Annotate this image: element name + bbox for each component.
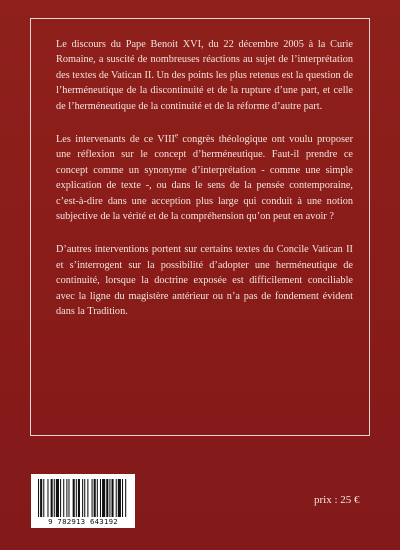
barcode-bar: [76, 479, 77, 517]
paragraph-1: Le discours du Pape Benoit XVI, du 22 décembre 2005 à la Curie Romaine, a suscité de nombreuses réactions au sujet de l’interprétation des textes de Vatican II. Un des points les plus retenus est la question de l’herméneutique de la discontinuité et de la rupture d’une part, et celle de l’herméneutique de la continuité et de la réforme d’autre part.: [56, 39, 353, 112]
barcode-bar: [54, 479, 55, 517]
barcode-bar: [118, 479, 121, 517]
barcode-bar: [122, 479, 123, 517]
paragraph-3: D’autres interventions portent sur certains textes du Concile Vatican II et s’interrogent sur la possibilité d’adopter une herméneutique de continuité, lorsque la doctrine exposée est difficilement conciliable avec la ligne du magistère antérieur ou n’a pas de fondement évident dans la Tradition.: [56, 244, 353, 318]
barcode-bar: [66, 479, 67, 517]
barcode-bar: [40, 479, 42, 517]
barcode-bar: [84, 479, 85, 517]
barcode-bar: [116, 479, 117, 517]
barcode-bar: [68, 479, 69, 517]
barcode-bar: [51, 479, 53, 517]
barcode-bar: [97, 479, 98, 517]
isbn-barcode: [31, 474, 135, 528]
barcode-bar: [87, 479, 88, 517]
text-frame: [30, 18, 370, 436]
barcode-bar: [94, 479, 96, 517]
barcode-bar: [109, 479, 110, 517]
barcode-bar: [43, 479, 44, 517]
barcode-bar: [38, 479, 39, 517]
barcode-bar: [63, 479, 64, 517]
barcode-bar: [112, 479, 114, 517]
barcode-bar: [92, 479, 93, 517]
barcode-bar: [47, 479, 48, 517]
price-label: prix : 25 €: [314, 494, 360, 506]
paragraph-2-start: Les intervenants de ce VIII: [56, 134, 175, 146]
paragraph-2-rest: congrès théologique ont voulu proposer une réflexion sur le concept d’herméneutique. Faut-il prendre ce concept comme un synonyme d’interprétation - comme une simple explication de texte -, ou dans le sens de la pensée contemporaine, c’est-à-dire dans une acception plus large qui conduit à une notion subjective de la vérité et de la compréhension qu’on peut en avoir ?: [56, 134, 353, 223]
barcode-bar: [102, 479, 105, 517]
barcode-bar: [125, 479, 126, 517]
barcode-bar: [106, 479, 108, 517]
barcode-bar: [73, 479, 75, 517]
paragraph-2: [56, 132, 353, 224]
barcode-bar: [56, 479, 59, 517]
ordinal-superscript: e: [174, 131, 179, 140]
barcode-bar: [100, 479, 101, 517]
barcode-bar: [78, 479, 80, 517]
barcode-bar: [82, 479, 83, 517]
barcode-bar: [60, 479, 61, 517]
barcode-number: 9 782913 643192: [48, 517, 118, 526]
